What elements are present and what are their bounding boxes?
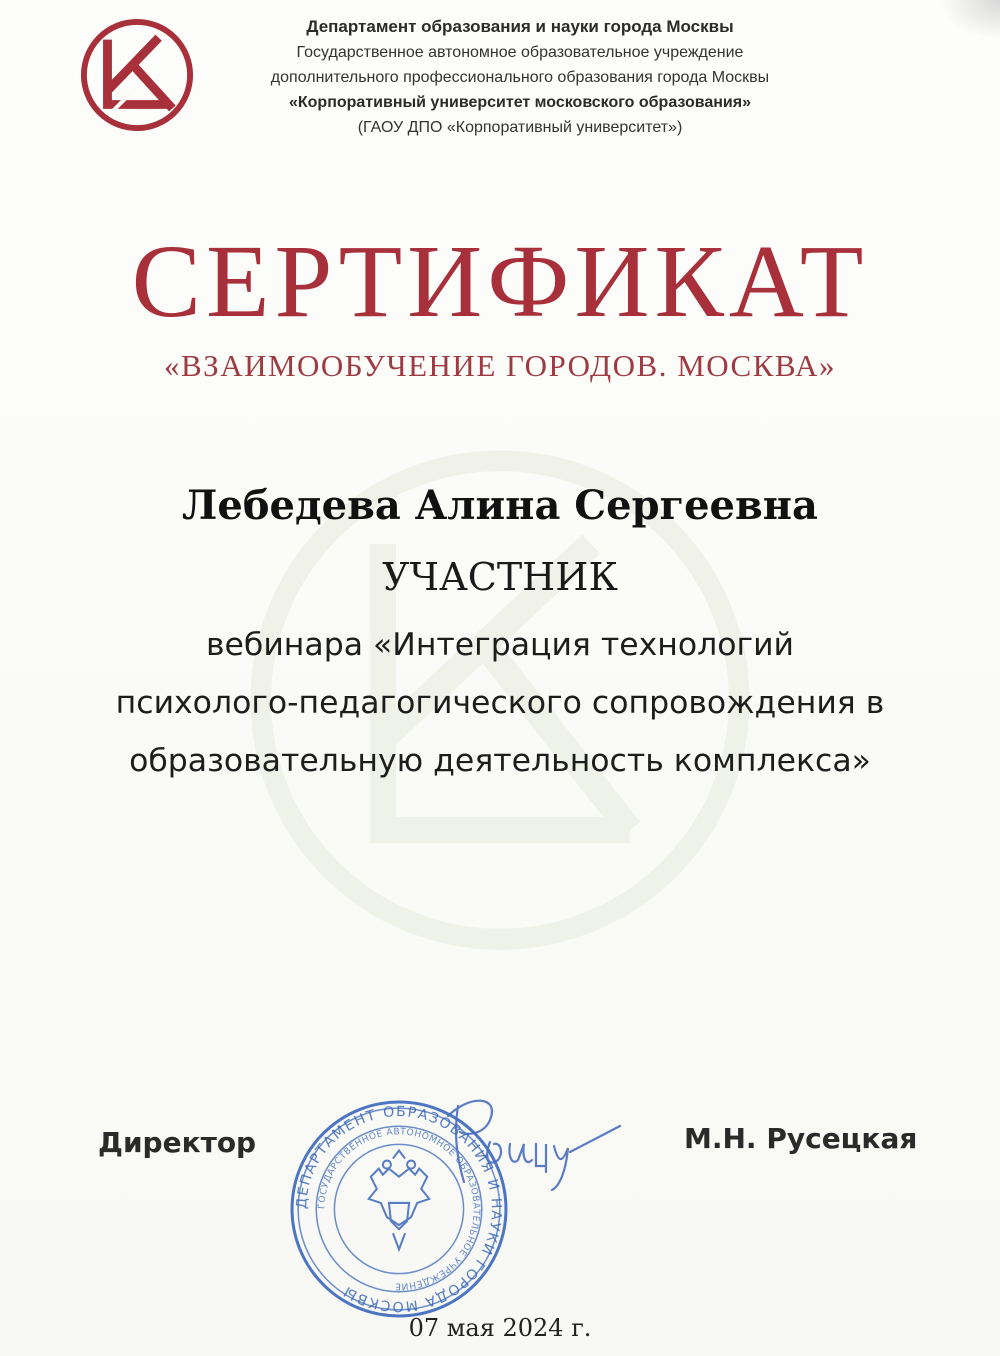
stamp-outer-text: ДЕПАРТАМЕНТ ОБРАЗОВАНИЯ И НАУКИ ГОРОДА МОСКВЫ bbox=[293, 1104, 505, 1314]
institution-header bbox=[200, 14, 840, 140]
certificate-subtitle: «ВЗАИМООБУЧЕНИЕ ГОРОДОВ. МОСКВА» bbox=[163, 348, 837, 383]
institution-short-name: (ГАОУ ДПО «Корпоративный университет») bbox=[357, 119, 683, 136]
signer-title: Директор bbox=[98, 1126, 257, 1159]
signer-name: М.Н. Русецкая bbox=[684, 1122, 918, 1155]
description-line: психолого-педагогического сопровождения в bbox=[115, 685, 885, 721]
institution-line-1: Государственное автономное образовательное учреждение bbox=[296, 44, 744, 61]
handwritten-signature-icon bbox=[430, 1086, 630, 1196]
certificate-title: СЕРТИФИКАТ bbox=[131, 224, 869, 339]
department-name: Департамент образования и науки города Москвы bbox=[306, 17, 734, 36]
scan-corner-shadow bbox=[940, 0, 1000, 40]
participant-role: УЧАСТНИК bbox=[382, 555, 618, 599]
issue-date: 07 мая 2024 г. bbox=[408, 1314, 592, 1342]
description-line: образовательную деятельность комплекса» bbox=[129, 743, 871, 779]
ku-logo-icon bbox=[78, 14, 196, 136]
recipient-name: Лебедева Алина Сергеевна bbox=[182, 482, 818, 529]
institution-line-2: дополнительного профессионального образования города Москвы bbox=[270, 69, 770, 86]
description-line: вебинара «Интеграция технологий bbox=[205, 627, 795, 663]
event-description bbox=[40, 616, 960, 790]
institution-name: «Корпоративный университет московского образования» bbox=[288, 94, 751, 111]
stamp-inner-text: ГОСУДАРСТВЕННОЕ АВТОНОМНОЕ ОБРАЗОВАТЕЛЬНОЕ УЧРЕЖДЕНИЕ bbox=[317, 1127, 481, 1291]
